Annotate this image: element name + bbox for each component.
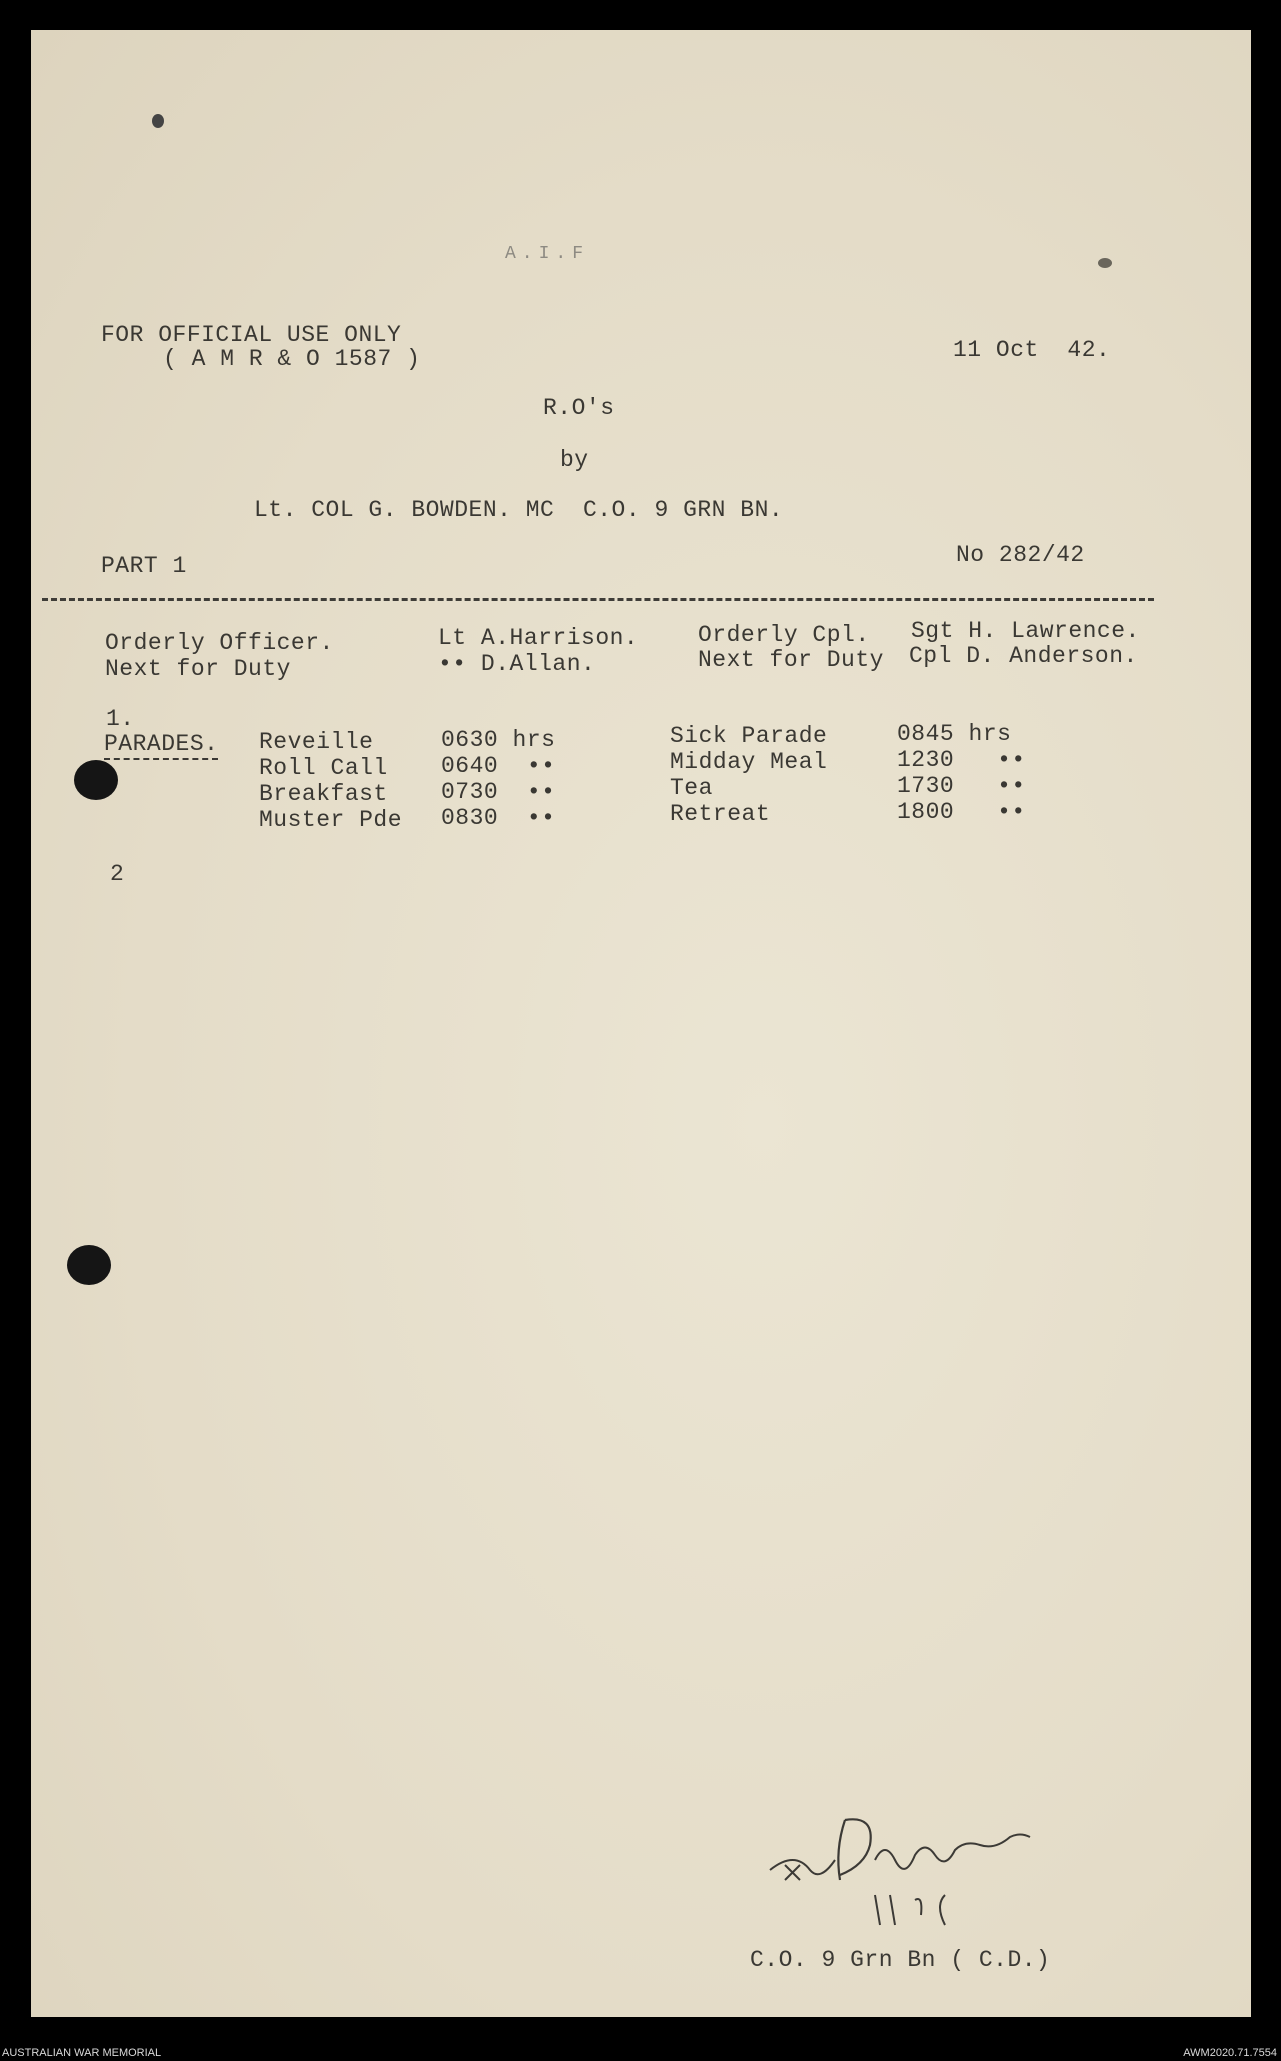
parade-label: Tea	[670, 775, 713, 801]
parade-label: Roll Call	[259, 755, 388, 781]
parade-time: 0640 ••	[441, 753, 556, 779]
order-number: No 282/42	[956, 542, 1085, 568]
parade-label: Sick Parade	[670, 723, 828, 749]
part-label: PART 1	[101, 553, 187, 579]
footer-accession: AWM2020.71.7554	[1183, 2047, 1277, 2059]
parade-time: 1230 ••	[897, 747, 1026, 773]
handwritten-signature	[765, 1800, 1115, 1940]
official-use-label: FOR OFFICIAL USE ONLY	[101, 322, 402, 348]
orderly-officer-name: Lt A.Harrison.	[438, 625, 639, 651]
parade-label: Reveille	[259, 729, 374, 755]
parade-label: Breakfast	[259, 781, 388, 807]
next-for-duty-label: Next for Duty	[105, 656, 291, 682]
by-label: by	[560, 447, 589, 473]
parade-label: Midday Meal	[670, 749, 828, 775]
next-cpl-label: Next for Duty	[698, 647, 884, 673]
amr-reference: ( A M R & O 1587 )	[163, 346, 421, 372]
parade-time: 0730 ••	[441, 779, 556, 805]
section-2-number: 2	[110, 861, 125, 887]
document-title: R.O's	[543, 395, 615, 421]
signatory-line: C.O. 9 Grn Bn ( C.D.)	[750, 1947, 1051, 1973]
punch-hole-top	[74, 760, 118, 800]
parade-label: Retreat	[670, 801, 771, 827]
parade-time: 1800 ••	[897, 799, 1026, 825]
parade-label: Muster Pde	[259, 807, 403, 833]
parades-heading: PARADES.	[104, 731, 218, 760]
orderly-officer-label: Orderly Officer.	[105, 630, 334, 656]
parade-time: 0630 hrs	[441, 727, 556, 753]
faint-header-mark: A.I.F	[505, 244, 590, 264]
orderly-cpl-name: Sgt H. Lawrence.	[911, 618, 1140, 644]
paper-blemish	[1098, 258, 1112, 268]
next-officer-name: •• D.Allan.	[438, 651, 596, 677]
orderly-cpl-label: Orderly Cpl.	[698, 622, 870, 648]
parade-time: 0830 ••	[441, 805, 556, 831]
divider-line	[42, 598, 1154, 601]
footer-institution: AUSTRALIAN WAR MEMORIAL	[2, 2047, 162, 2059]
paper-blemish	[152, 114, 164, 128]
parade-time: 0845 hrs	[897, 721, 1012, 747]
punch-hole-bottom	[67, 1245, 111, 1285]
issuer-line: Lt. COL G. BOWDEN. MC C.O. 9 GRN BN.	[254, 497, 784, 523]
document-date: 11 Oct 42.	[953, 337, 1111, 363]
section-1-number: 1.	[106, 706, 135, 732]
parade-time: 1730 ••	[897, 773, 1026, 799]
next-cpl-name: Cpl D. Anderson.	[909, 643, 1138, 669]
